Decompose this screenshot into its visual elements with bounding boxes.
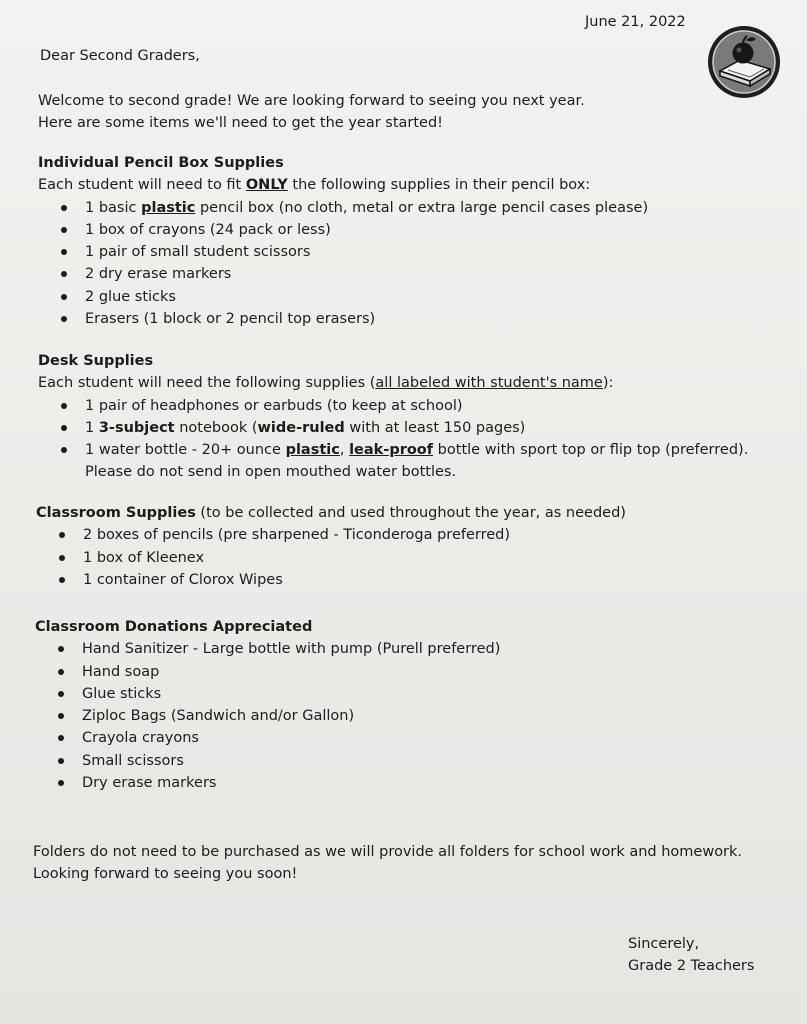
apple-on-books-icon — [706, 24, 782, 100]
desk-supplies-list — [38, 395, 748, 484]
section-title: Individual Pencil Box Supplies — [38, 155, 284, 171]
intro-line: Here are some items we'll need to get the year started! — [38, 115, 443, 132]
list-item: Dry erase markers — [35, 772, 500, 794]
classroom-supplies-section — [36, 502, 626, 591]
list-item: Erasers (1 block or 2 pencil top erasers) — [38, 308, 648, 330]
list-item: 1 container of Clorox Wipes — [36, 569, 626, 591]
list-item: 2 dry erase markers — [38, 263, 648, 285]
list-item: Glue sticks — [35, 683, 500, 705]
list-item: 1 box of crayons (24 pack or less) — [38, 219, 648, 241]
section-instruction: Each student will need to fit ONLY the following supplies in their pencil box: — [38, 177, 591, 194]
section-title: Classroom Supplies — [36, 505, 196, 521]
valediction: Sincerely, — [628, 936, 700, 952]
donations-list — [35, 638, 500, 794]
closing-paragraph — [33, 841, 742, 886]
letter-date: June 21, 2022 — [585, 14, 686, 30]
classroom-supplies-list — [36, 524, 626, 591]
emphasis-3-subject: 3-subject — [98, 419, 175, 436]
pencil-box-list — [38, 197, 648, 331]
list-item: 1 basic plastic pencil box (no cloth, metal or extra large pencil cases please) — [38, 197, 648, 219]
list-item: 1 pair of headphones or earbuds (to keep at school) — [38, 395, 748, 417]
intro-line: Welcome to second grade! We are looking forward to seeing you next year. — [38, 93, 585, 109]
list-item: Hand soap — [35, 661, 500, 683]
donations-section — [35, 616, 500, 794]
list-item: 1 box of Kleenex — [36, 547, 626, 569]
emphasis-only: ONLY — [245, 177, 288, 194]
section-note: (to be collected and used throughout the year, as needed) — [195, 505, 626, 521]
emphasis-wide-ruled: wide-ruled — [257, 419, 345, 436]
list-item: 1 pair of small student scissors — [38, 241, 648, 263]
emphasis-plastic: plastic — [285, 442, 340, 459]
emphasis-leak-proof: leak-proof — [349, 442, 434, 459]
desk-supplies-section — [38, 350, 748, 484]
pencil-box-section — [38, 152, 648, 330]
list-item: 2 glue sticks — [38, 286, 648, 308]
list-item: Hand Sanitizer - Large bottle with pump (Purell preferred) — [35, 638, 500, 660]
list-item: 1 3-subject notebook (wide-ruled with at least 150 pages) — [38, 417, 748, 439]
list-item: Ziploc Bags (Sandwich and/or Gallon) — [35, 705, 500, 727]
intro-paragraph — [38, 90, 585, 135]
closing-line: Looking forward to seeing you soon! — [33, 866, 298, 883]
emphasis-plastic: plastic — [141, 199, 196, 216]
section-instruction: Each student will need the following supplies (all labeled with student's name): — [38, 375, 614, 392]
section-title: Classroom Donations Appreciated — [35, 619, 313, 635]
list-item-continuation: Please do not send in open mouthed water bottles. — [85, 464, 457, 481]
list-item: Small scissors — [35, 750, 500, 772]
closing-line: Folders do not need to be purchased as we will provide all folders for school work and homework. — [33, 844, 743, 860]
signature-block — [628, 933, 754, 978]
list-item: Crayola crayons — [35, 727, 500, 749]
section-heading — [36, 502, 626, 524]
list-item: 1 water bottle - 20+ ounce plastic, leak-proof bottle with sport top or flip top (preferred). Please do not send in open mouthed water bottles. — [38, 439, 748, 484]
signer: Grade 2 Teachers — [628, 958, 755, 975]
greeting: Dear Second Graders, — [40, 48, 200, 64]
emphasis-labeled: all labeled with student's name — [375, 375, 603, 392]
section-title: Desk Supplies — [38, 353, 154, 369]
list-item: 2 boxes of pencils (pre sharpened - Ticonderoga preferred) — [36, 524, 626, 546]
